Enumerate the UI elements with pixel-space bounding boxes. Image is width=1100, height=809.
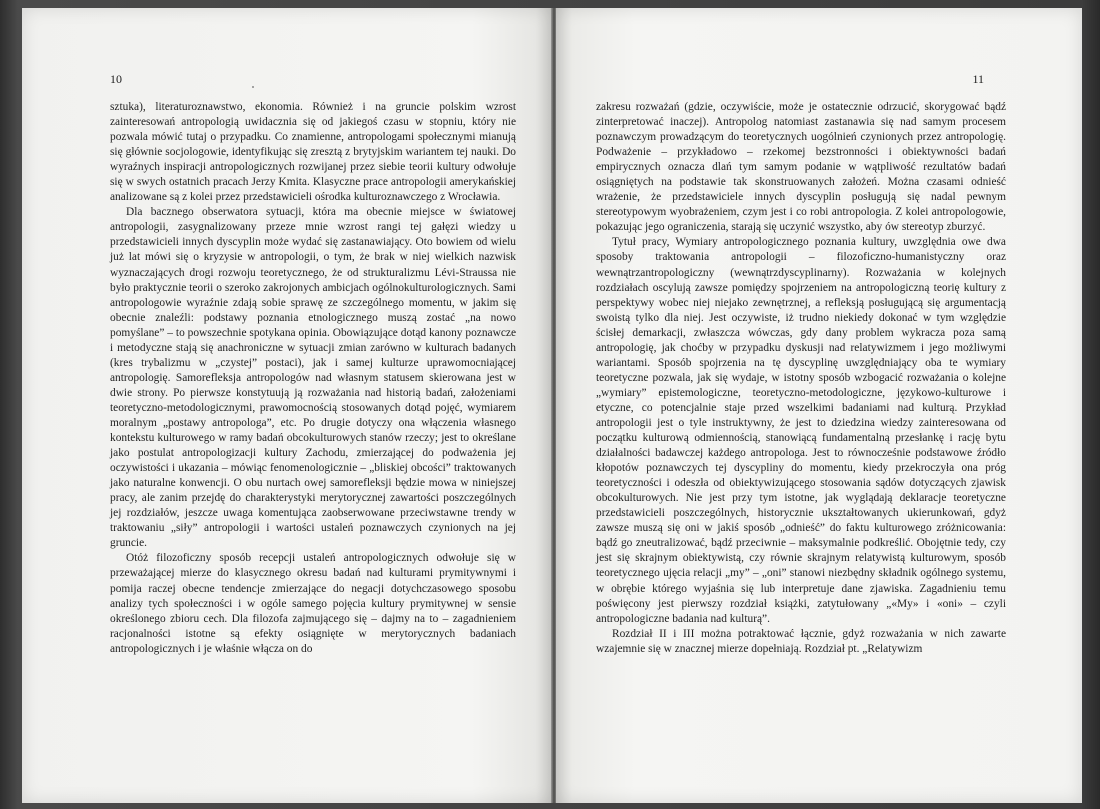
paragraph: zakresu rozważań (gdzie, oczywiście, może je ostatecznie odrzucić, skorygować bądź zinterpretować inaczej). Antropolog natomiast zastanawia się nad samym procesem poznawczym prowadzącym do teoretycznych uogólnień czynionych przez antropologię. Podważenie – przykładowo – rzekomej bezstronności i obiektywności badań empirycznych oznacza dlań tym samym podanie w wątpliwość rezultatów badań osiągniętych na podstawie tak skonstruowanych założeń. Można czasami odnieść wrażenie, że przedstawiciele innych dyscyplin posługują się nadal pewnym stereotypowym wyobrażeniem, czym jest i co robi antropologia. Z kolei antropologowie, pokazując jego ograniczenia, starają się uczynić wszystko, aby ów stereotyp zburzyć. — [596, 101, 1006, 234]
paragraph: sztuka), literaturoznawstwo, ekonomia. Również i na gruncie polskim wzrost zainteresowań antropologią uwidacznia się od jakiegoś czasu w stopniu, który nie pozwala mówić tutaj o przypadku. Co znamienne, antropologami społecznymi mianują się głównie socjologowie, identyfikując się zresztą z brytyjskim wariantem tej nauki. Do wyraźnych inspiracji antropologicznych rozwijanej przez siebie teorii kultury odwołuje się w swych ostatnich pracach Jerzy Kmita. Klasyczne prace antropologii amerykańskiej analizowane są z kolei przez przedstawicieli ośrodka kulturoznawczego z Wrocławia. — [110, 101, 516, 204]
paragraph: Otóż filozoficzny sposób recepcji ustaleń antropologicznych odwołuje się w przeważającej mierze do klasycznego okresu badań nad kulturami prymitywnymi i pomija raczej obecne tendencje zmierzające do negacji dotychczasowego sposobu analizy tych społeczności i w ogóle samego pojęcia kultury prymitywnej w sensie określonego zbioru cech. Dla filozofa zajmującego się – dajmy na to – zagadnieniem racjonalności istotne są efekty osiągnięte w merytorycznych badaniach antropologicznych i je właśnie włącza on do — [110, 552, 516, 655]
paragraph: Dla bacznego obserwatora sytuacji, która ma obecnie miejsce w światowej antropologii, zasygnalizowany przeze mnie wzrost rangi tej gałęzi wiedzy u przedstawicieli innych dyscyplin może wydać się zastanawiający. Oto bowiem od wielu już lat mówi się o kryzysie w antropologii, o tym, że brak w niej wielkich nazwisk wyznaczających drogi rozwoju teoretycznego, że od strukturalizmu Lévi-Straussa nie było praktycznie teorii o szeroko zakrojonych ambicjach ogólnokulturologicznych. Sami antropologowie wyraźnie zdają sobie sprawę ze szczególnego momentu, w jakim się obecnie znaleźli: podstawy poznania etnologicznego muszą zostać „na nowo pomyślane” – to powszechnie spotykana opinia. Obowiązujące dotąd kanony poznawcze i metodyczne stają się anachroniczne w sytuacji zmian zarówno w kulturach badanych (kres trybalizmu w „czystej” postaci), jak i samej kulturze uprawomocniającej antropologię. Samorefleksja antropologów nad własnym statusem skierowana jest w dwie strony. Po pierwsze konstytuują ją rozważania nad historią badań, założeniami teoretyczno-metodologicznymi, prawomocnością stosowanych dotąd pojęć, wymiarem moralnym „postawy antropologa”, etc. Po drugie dotyczy ona włączenia własnego kontekstu kulturowego w ramy badań obcokulturowych stanów rzeczy; jest to określane jako postulat antropologizacji kultury Zachodu, zmierzającej do podważenia jej oczywistości i ukazania – mówiąc fenomenologicznie – „bliskiej obcości” traktowanych jako naturalne konwencji. O obu nurtach owej samorefleksji będzie mowa w niniejszej pracy, ale zanim przejdę do charakterystyki merytorycznej zawartości poszczególnych jej rozdziałów, jeszcze uwaga komentująca zaobserwowane przeciwstawne trendy w traktowaniu „siły” antropologii i wartości ustaleń poznawczych czynionych na jej gruncie. — [110, 206, 516, 550]
body-text — [596, 100, 1006, 657]
body-text — [110, 100, 516, 657]
right-page — [556, 8, 1082, 803]
page-number: 11 — [972, 72, 984, 86]
page-number: 10 — [110, 72, 122, 86]
paragraph: Rozdział II i III można potraktować łącznie, gdyż rozważania w nich zawarte wzajemnie się w znacznej mierze dopełniają. Rozdział pt. „Relatywizm — [596, 627, 1006, 655]
paragraph: Tytuł pracy, Wymiary antropologicznego poznania kultury, uwzględnia owe dwa sposoby traktowania antropologii – filozoficzno-humanistyczny oraz wewnątrzantropologiczny (wewnątrzdyscyplinarny). Rozważania w kolejnych rozdziałach oscylują zawsze pomiędzy spojrzeniem na antropologiczną teorię kultury z perspektywy wobec niej niejako zewnętrznej, a refleksją posługującą się argumentacją swoistą tylko dla niej. Jest oczywiste, iż trudno niekiedy dokonać w tym względzie ścisłej demarkacji, zwłaszcza wówczas, gdy dany problem wykracza poza samą antropologię, jak choćby w przypadku dyskusji nad relatywizmem i jego możliwymi wariantami. Sposób spojrzenia na tę dyscyplinę uwzględniający oba te wymiary teoretyczne pozwala, jak się wydaje, w istotny sposób wzbogacić rozważania o kolejne „wymiary” epistemologiczne, teoretyczno-metodologiczne, językowo-kulturowe i etyczne, co potencjalnie staje przed wszelkimi badaniami nad kulturą. Przykład antropologii jest o tyle instruktywny, że jest to dziedzina wiedzy zainteresowana od początku kulturową odmiennością, stanowiącą fundamentalną przesłankę i rację bytu działalności badawczej każdego antropologa. Jest to równocześnie podstawowe źródło kłopotów poznawczych tej dyscypliny do momentu, kiedy przekroczyła ona próg teoretyczności i odeszła od obiektywizującego stosowania sądów dotyczących zjawisk obcokulturowych. Nie jest przy tym istotne, jak wyglądają deklaracje teoretyczne przedstawicieli poszczególnych, historycznie ukształtowanych ukierunkowań, gdyż zawsze muszą się oni w jakiś sposób „odnieść” do faktu kulturowego zróżnicowania: bądź go zneutralizować, bądź przeciwnie – maksymalnie podkreślić. Obojętnie tedy, czy jest się skrajnym obiektywistą, czy równie skrajnym relatywistą kulturowym, sposób teoretycznego ujęcia relacji „my” – „oni” stanowi niezbędny składnik ogólnego systemu, w obrębie którego wyjaśnia się lub interpretuje dane zjawiska. Zagadnieniu temu poświęcony jest pierwszy rozdział książki, zatytułowany „«My» i «oni» – czyli antropologiczne badania nad kulturą”. — [596, 236, 1006, 625]
left-page — [22, 8, 552, 803]
speck — [252, 86, 254, 88]
